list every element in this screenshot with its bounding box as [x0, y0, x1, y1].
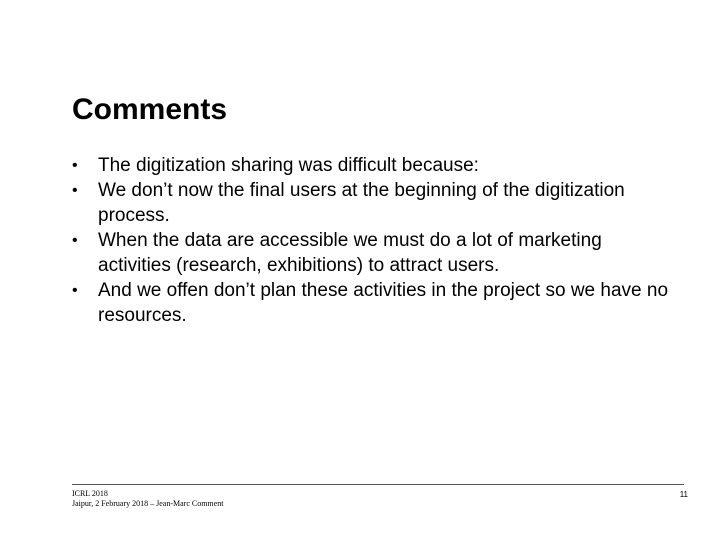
footer-divider — [72, 484, 684, 485]
page-number: 11 — [679, 490, 688, 499]
bullet-text: We don’t now the final users at the beginning of the digitization process. — [98, 180, 625, 226]
bullet-text: When the data are accessible we must do a lot of marketing activities (research, exhibitions) to attract users. — [98, 230, 602, 276]
bullet-list — [72, 153, 672, 328]
bullet-item — [72, 153, 672, 178]
bullet-icon: • — [72, 282, 78, 299]
bullet-item — [72, 178, 672, 228]
footer-conference: ICRL 2018 — [72, 489, 108, 498]
footer-info — [72, 489, 223, 509]
bullet-item — [72, 228, 672, 278]
slide-title: Comments — [72, 93, 228, 126]
bullet-icon: • — [72, 182, 78, 199]
bullet-text: And we offen don’t plan these activities in the project so we have no resources. — [98, 280, 669, 326]
bullet-item — [72, 278, 672, 328]
bullet-icon: • — [72, 232, 78, 249]
bullet-icon: • — [72, 157, 78, 174]
footer-location-date-author: Jaipur, 2 February 2018 – Jean-Marc Comment — [72, 499, 224, 508]
bullet-text: The digitization sharing was difficult because: — [98, 155, 479, 176]
